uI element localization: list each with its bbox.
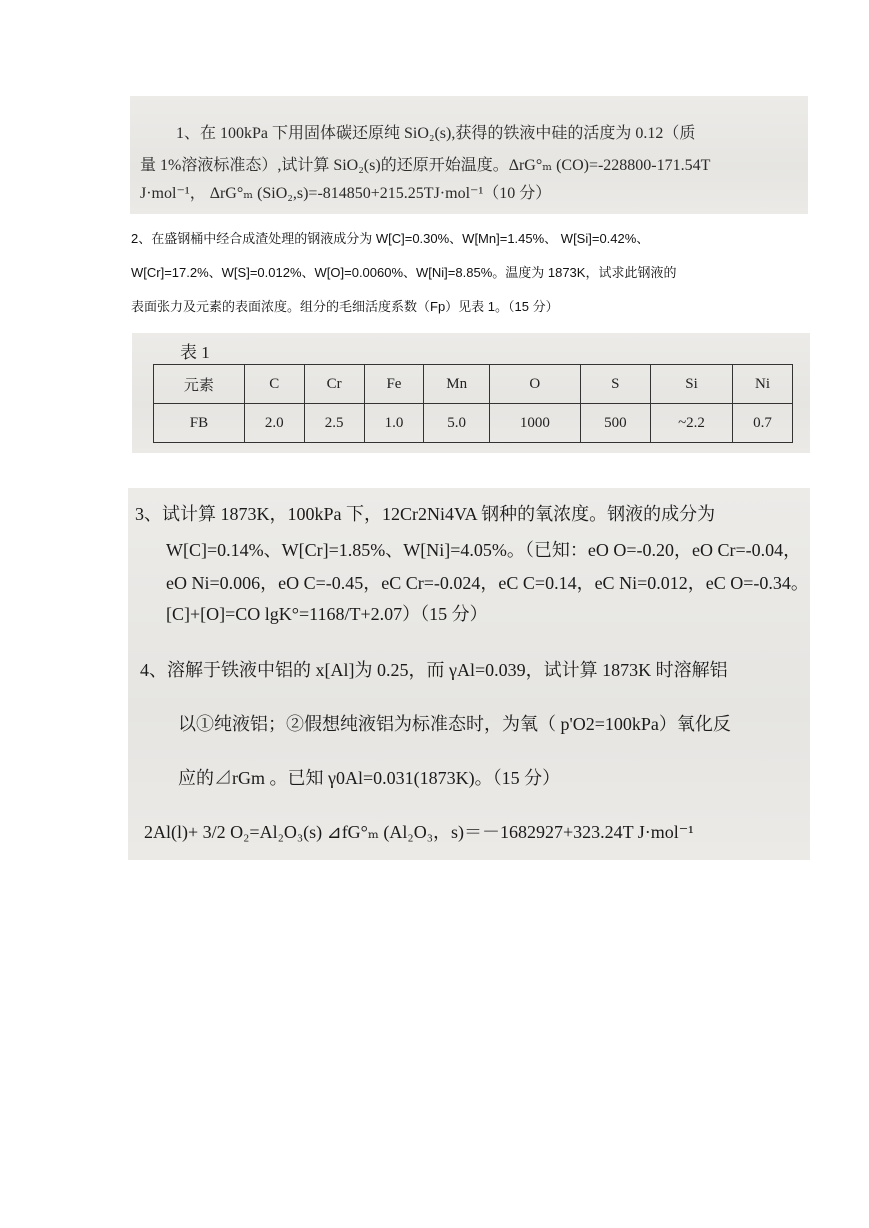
table-header-cell: Fe (364, 365, 424, 404)
table-cell: 1.0 (364, 404, 424, 443)
table-header-cell: Si (650, 365, 732, 404)
q3-line-1: 3、试计算 1873K，100kPa 下，12Cr2Ni4VA 钢种的氧浓度。钢液的成分为 (135, 504, 716, 524)
table-cell: 1000 (489, 404, 580, 443)
table-header-cell: Mn (424, 365, 490, 404)
q2-line-3: 表面张力及元素的表面浓度。组分的毛细活度系数（Fp）见表 1。（15 分） (131, 299, 559, 314)
table-cell: 2.0 (244, 404, 304, 443)
q4-line-2: 以①纯液铝；②假想纯液铝为标准态时，为氧（ p'O2=100kPa）氧化反 (178, 714, 731, 734)
q3-line-3: eO Ni=0.006，eO C=-0.45，eC Cr=-0.024，eC C=0.14，eC Ni=0.012，eC O=-0.34。 (166, 573, 809, 593)
table-cell: 2.5 (304, 404, 364, 443)
table-caption: 表 1 (180, 343, 210, 362)
table-row (154, 404, 793, 443)
q3-line-2: W[C]=0.14%、W[Cr]=1.85%、W[Ni]=4.05%。（已知：eO O=-0.20，eO Cr=-0.04， (166, 540, 802, 560)
table-cell: FB (154, 404, 245, 443)
q1-line-1: 1、在 100kPa 下用固体碳还原纯 SiO₂(s),获得的铁液中硅的活度为 0.12（质 (176, 125, 696, 142)
table-header-row (154, 365, 793, 404)
q1-line-3: J·mol⁻¹， ΔrG°ₘ (SiO₂,s)=-814850+215.25TJ·mol⁻¹（10 分） (140, 185, 552, 202)
table-header-cell: O (489, 365, 580, 404)
q2-line-2: W[Cr]=17.2%、W[S]=0.012%、W[O]=0.0060%、W[Ni]=8.85%。温度为 1873K，试求此钢液的 (131, 265, 677, 280)
q3-line-4: [C]+[O]=CO lgK°=1168/T+2.07）（15 分） (166, 604, 488, 624)
q2-line-1: 2、在盛钢桶中经合成渣处理的钢液成分为 W[C]=0.30%、W[Mn]=1.45%、 W[Si]=0.42%、 (131, 231, 650, 246)
q4-line-3: 应的⊿rGm 。已知 γ0Al=0.031(1873K)。（15 分） (178, 768, 561, 788)
table-cell: 0.7 (733, 404, 793, 443)
table-cell: 5.0 (424, 404, 490, 443)
capillary-activity-table (153, 364, 793, 443)
table-header-cell: Ni (733, 365, 793, 404)
table-header-cell: 元素 (154, 365, 245, 404)
table-header-cell: S (580, 365, 650, 404)
q4-line-1: 4、溶解于铁液中铝的 x[Al]为 0.25，而 γAl=0.039，试计算 1873K 时溶解铝 (140, 660, 728, 680)
table-cell: ~2.2 (650, 404, 732, 443)
q4-line-4: 2Al(l)+ 3/2 O₂=Al₂O₃(s) ⊿fG°ₘ (Al₂O₃，s)＝－1682927+323.24T J·mol⁻¹ (144, 822, 694, 842)
table-cell: 500 (580, 404, 650, 443)
table-header-cell: C (244, 365, 304, 404)
table-header-cell: Cr (304, 365, 364, 404)
q1-line-2: 量 1%溶液标准态）,试计算 SiO₂(s)的还原开始温度。ΔrG°ₘ (CO)=-228800-171.54T (140, 157, 711, 174)
